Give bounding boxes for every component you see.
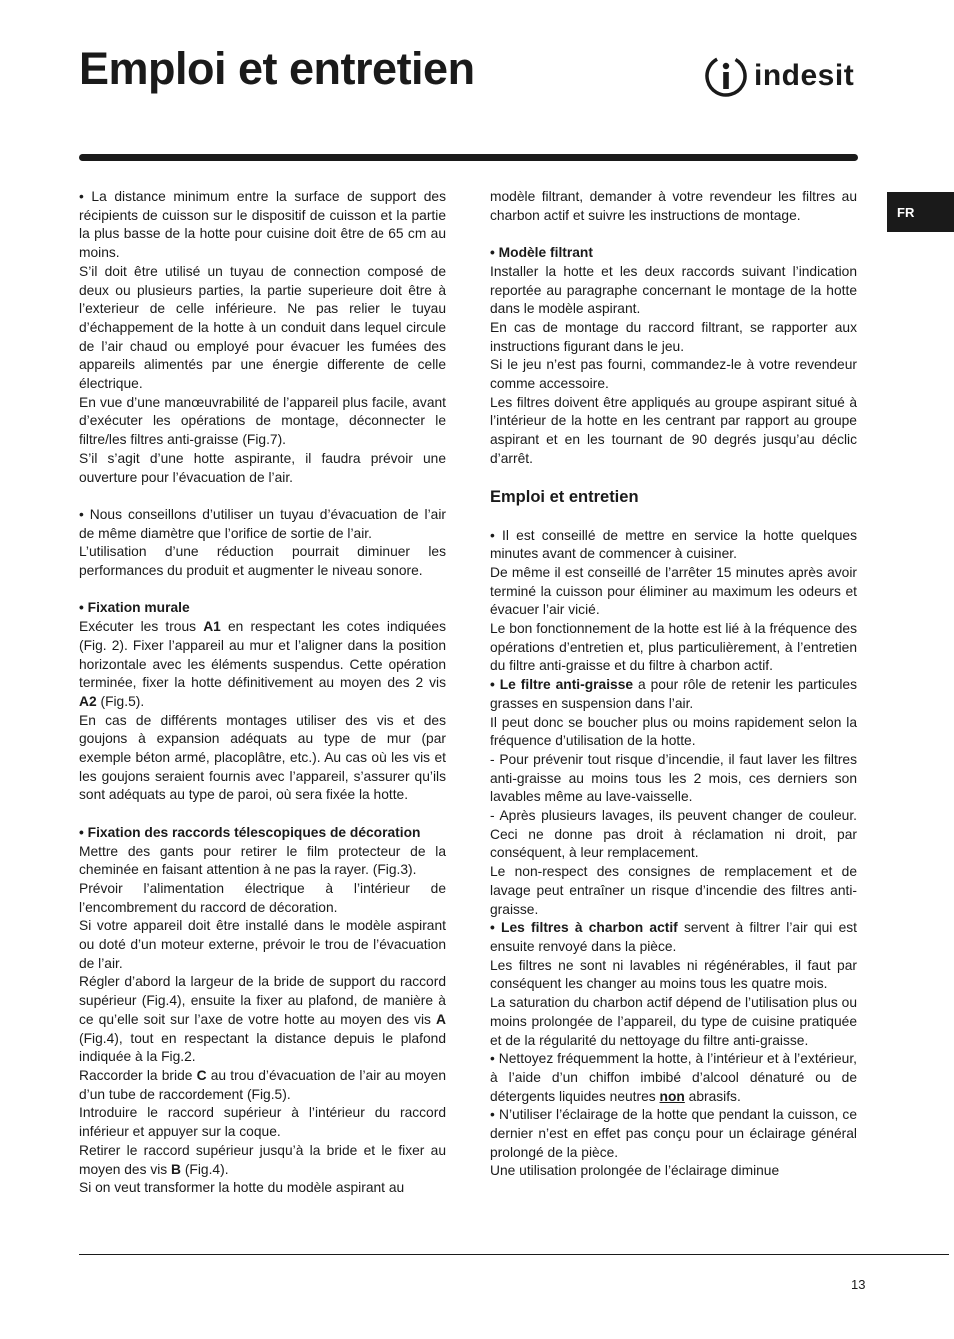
- subheading-raccords: • Fixation des raccords télescopiques de décoration: [79, 824, 421, 840]
- paragraph: En cas de différents montages utiliser des vis et des goujons à expansion adéquats au type de mur (par exemple béton armé, placoplâtre, etc.). Au cas où les vis et les goujons seraient fournis avec l’appareil, s’assurer qu’ils sont adéquats au type de paroi, où sera fixée la hotte.: [79, 712, 446, 803]
- paragraph: Une utilisation prolongée de l’éclairage diminue: [490, 1163, 780, 1179]
- paragraph: La saturation du charbon actif dépend de l’utilisation plus ou moins prolongée de l’appareil, du type de cuisine pratiquée et de la régularité du nettoyage du filtre anti-graisse.: [490, 995, 857, 1048]
- paragraph: Le bon fonctionnement de la hotte est lié à la fréquence des opérations d’entretien et, plus particulièrement, à l’entretien du filtre anti-graisse et du filtre à charbon actif.: [490, 621, 857, 674]
- paragraph: Prévoir l’alimentation électrique à l’intérieur de l’encombrement du raccord de décoration.: [79, 880, 446, 915]
- paragraph: • Les filtres à charbon actif servent à filtrer l’air qui est ensuite renvoyé dans la pièce.: [490, 920, 857, 954]
- paragraph: Régler d’abord la largeur de la bride de support du raccord supérieur (Fig.4), ensuite la fixer au plafond, de manière à ce qu’elle soit sur l’axe de votre hotte au moyen des vis A (Fig.4), tout en respectant la distance depuis le plafond indiquée à la Fig.2.: [79, 974, 446, 1065]
- left-column: [79, 188, 446, 1198]
- paragraph: Raccorder la bride C au trou d’évacuation de l’air au moyen d’un tube de raccordement (Fig.5).: [79, 1068, 446, 1102]
- paragraph: • N’utiliser l’éclairage de la hotte que pendant la cuisson, ce dernier n’est en effet pas conçu pour un éclairage général prolongé de la pièce.: [490, 1107, 857, 1160]
- paragraph: • Nous conseillons d’utiliser un tuyau d’évacuation de l’air de même diamètre que l’orifice de sortie de l’air.: [79, 506, 446, 541]
- paragraph: L’utilisation d’une réduction pourrait diminuer les performances du produit et augmenter le niveau sonore.: [79, 544, 446, 579]
- paragraph: Les filtres doivent être appliqués au groupe aspirant situé à l’intérieur de la hotte en les centrant par rapport au groupe aspirant et en les tournant de 90 degrés jusqu’au déclic d’arrêt.: [490, 394, 857, 466]
- paragraph: • Il est conseillé de mettre en service la hotte quelques minutes avant de commencer à cuisiner.: [490, 527, 857, 562]
- brand-name: indesit: [754, 59, 855, 92]
- paragraph: En cas de montage du raccord filtrant, se rapporter aux instructions figurant dans le jeu.: [490, 319, 857, 354]
- paragraph: Si le jeu n’est pas fourni, commandez-le à votre revendeur comme accessoire.: [490, 357, 857, 392]
- paragraph: Mettre des gants pour retirer le film protecteur de la cheminée en faisant attention à ne pas la rayer. (Fig.3).: [79, 843, 446, 878]
- paragraph: Si votre appareil doit être installé dans le modèle aspirant ou doté d’un moteur externe, prévoir le trou de l’évacuation de l’air.: [79, 918, 446, 971]
- paragraph: En vue d’une manœuvrabilité de l’appareil plus facile, avant d’exécuter les opérations de montage, déconnecter le filtre/les filtres anti-graisse (Fig.7).: [79, 394, 446, 448]
- paragraph: • La distance minimum entre la surface de support des récipients de cuisson sur le dispositif de cuisson et la partie la plus basse de la hotte pour cuisine doit être de 65 cm au moins.: [79, 189, 446, 261]
- header-rule: [79, 154, 858, 161]
- paragraph: • Nettoyez fréquemment la hotte, à l’intérieur et à l’extérieur, à l’aide d’un chiffon imbibé d’alcool dénaturé ou de détergents liquides neutres non abrasifs.: [490, 1051, 857, 1104]
- paragraph: Les filtres ne sont ni lavables ni régénérables, il faut par conséquent les changer au moins tous les quatre mois.: [490, 957, 857, 992]
- footer-rule: [79, 1254, 949, 1255]
- section-title: Emploi et entretien: [490, 487, 639, 506]
- subheading-modele-filtrant: • Modèle filtrant: [490, 245, 593, 261]
- page-title: Emploi et entretien: [79, 43, 475, 94]
- right-column: [490, 188, 857, 1181]
- language-tab: FR: [887, 192, 954, 232]
- brand-logo: [704, 53, 854, 99]
- paragraph: Retirer le raccord supérieur jusqu’à la bride et le fixer au moyen des vis B (Fig.4).: [79, 1142, 446, 1177]
- paragraph: Si on veut transformer la hotte du modèle aspirant au: [79, 1180, 405, 1196]
- paragraph: Il peut donc se boucher plus ou moins rapidement selon la fréquence d’utilisation de la hotte.: [490, 714, 857, 749]
- paragraph: modèle filtrant, demander à votre revendeur les filtres au charbon actif et suivre les instructions de montage.: [490, 189, 857, 223]
- paragraph: • Le filtre anti-graisse a pour rôle de retenir les particules grasses en suspension dans l’air.: [490, 677, 857, 711]
- paragraph: Exécuter les trous A1 en respectant les cotes indiquées (Fig. 2). Fixer l’appareil au mur et l’aligner dans la position horizontale avec les éléments suspendus. Cette opération terminée, fixer la hotte définitivement au moyen des 2 vis A2 (Fig.5).: [79, 619, 446, 709]
- paragraph: Le non-respect des consignes de remplacement et de lavage peut entraîner un risque d’incendie des filtres anti-graisse.: [490, 864, 857, 917]
- paragraph: Installer la hotte et les deux raccords suivant l’indication reportée au paragraphe concernant le montage de la hotte dans le modèle aspirant.: [490, 263, 857, 317]
- indesit-i-icon: [704, 54, 748, 98]
- paragraph: De même il est conseillé de l’arrêter 15 minutes après avoir terminé la cuisson pour éliminer au maximum les odeurs et évacuer l’air vicié.: [490, 564, 857, 618]
- paragraph: S’il doit être utilisé un tuyau de connection composé de deux ou plusieurs parties, la partie superieure doit être à l’exterieur de celle inférieure. Ne pas relier le tuyau d’échappement de la hotte à un conduit dans lequel circule de l’air chaud ou employé pour évacuer les fumées des appareils alimentés par une énergie differente de celle électrique.: [79, 263, 446, 392]
- page-number: 13: [851, 1277, 866, 1292]
- paragraph: - Après plusieurs lavages, ils peuvent changer de couleur. Ceci ne donne pas droit à réclamation ni droit, par conséquent, à leur remplacement.: [490, 808, 857, 861]
- paragraph: Introduire le raccord supérieur à l’intérieur du raccord inférieur et appuyer sur la coque.: [79, 1105, 446, 1140]
- paragraph: - Pour prévenir tout risque d’incendie, il faut laver les filtres anti-graisse au moins tous les 2 mois, ces derniers son lavables même au lave-vaisselle.: [490, 751, 857, 805]
- paragraph: S’il s’agit d’une hotte aspirante, il faudra prévoir une ouverture pour l’évacuation de l’air.: [79, 450, 446, 485]
- subheading-fixation-murale: • Fixation murale: [79, 600, 190, 616]
